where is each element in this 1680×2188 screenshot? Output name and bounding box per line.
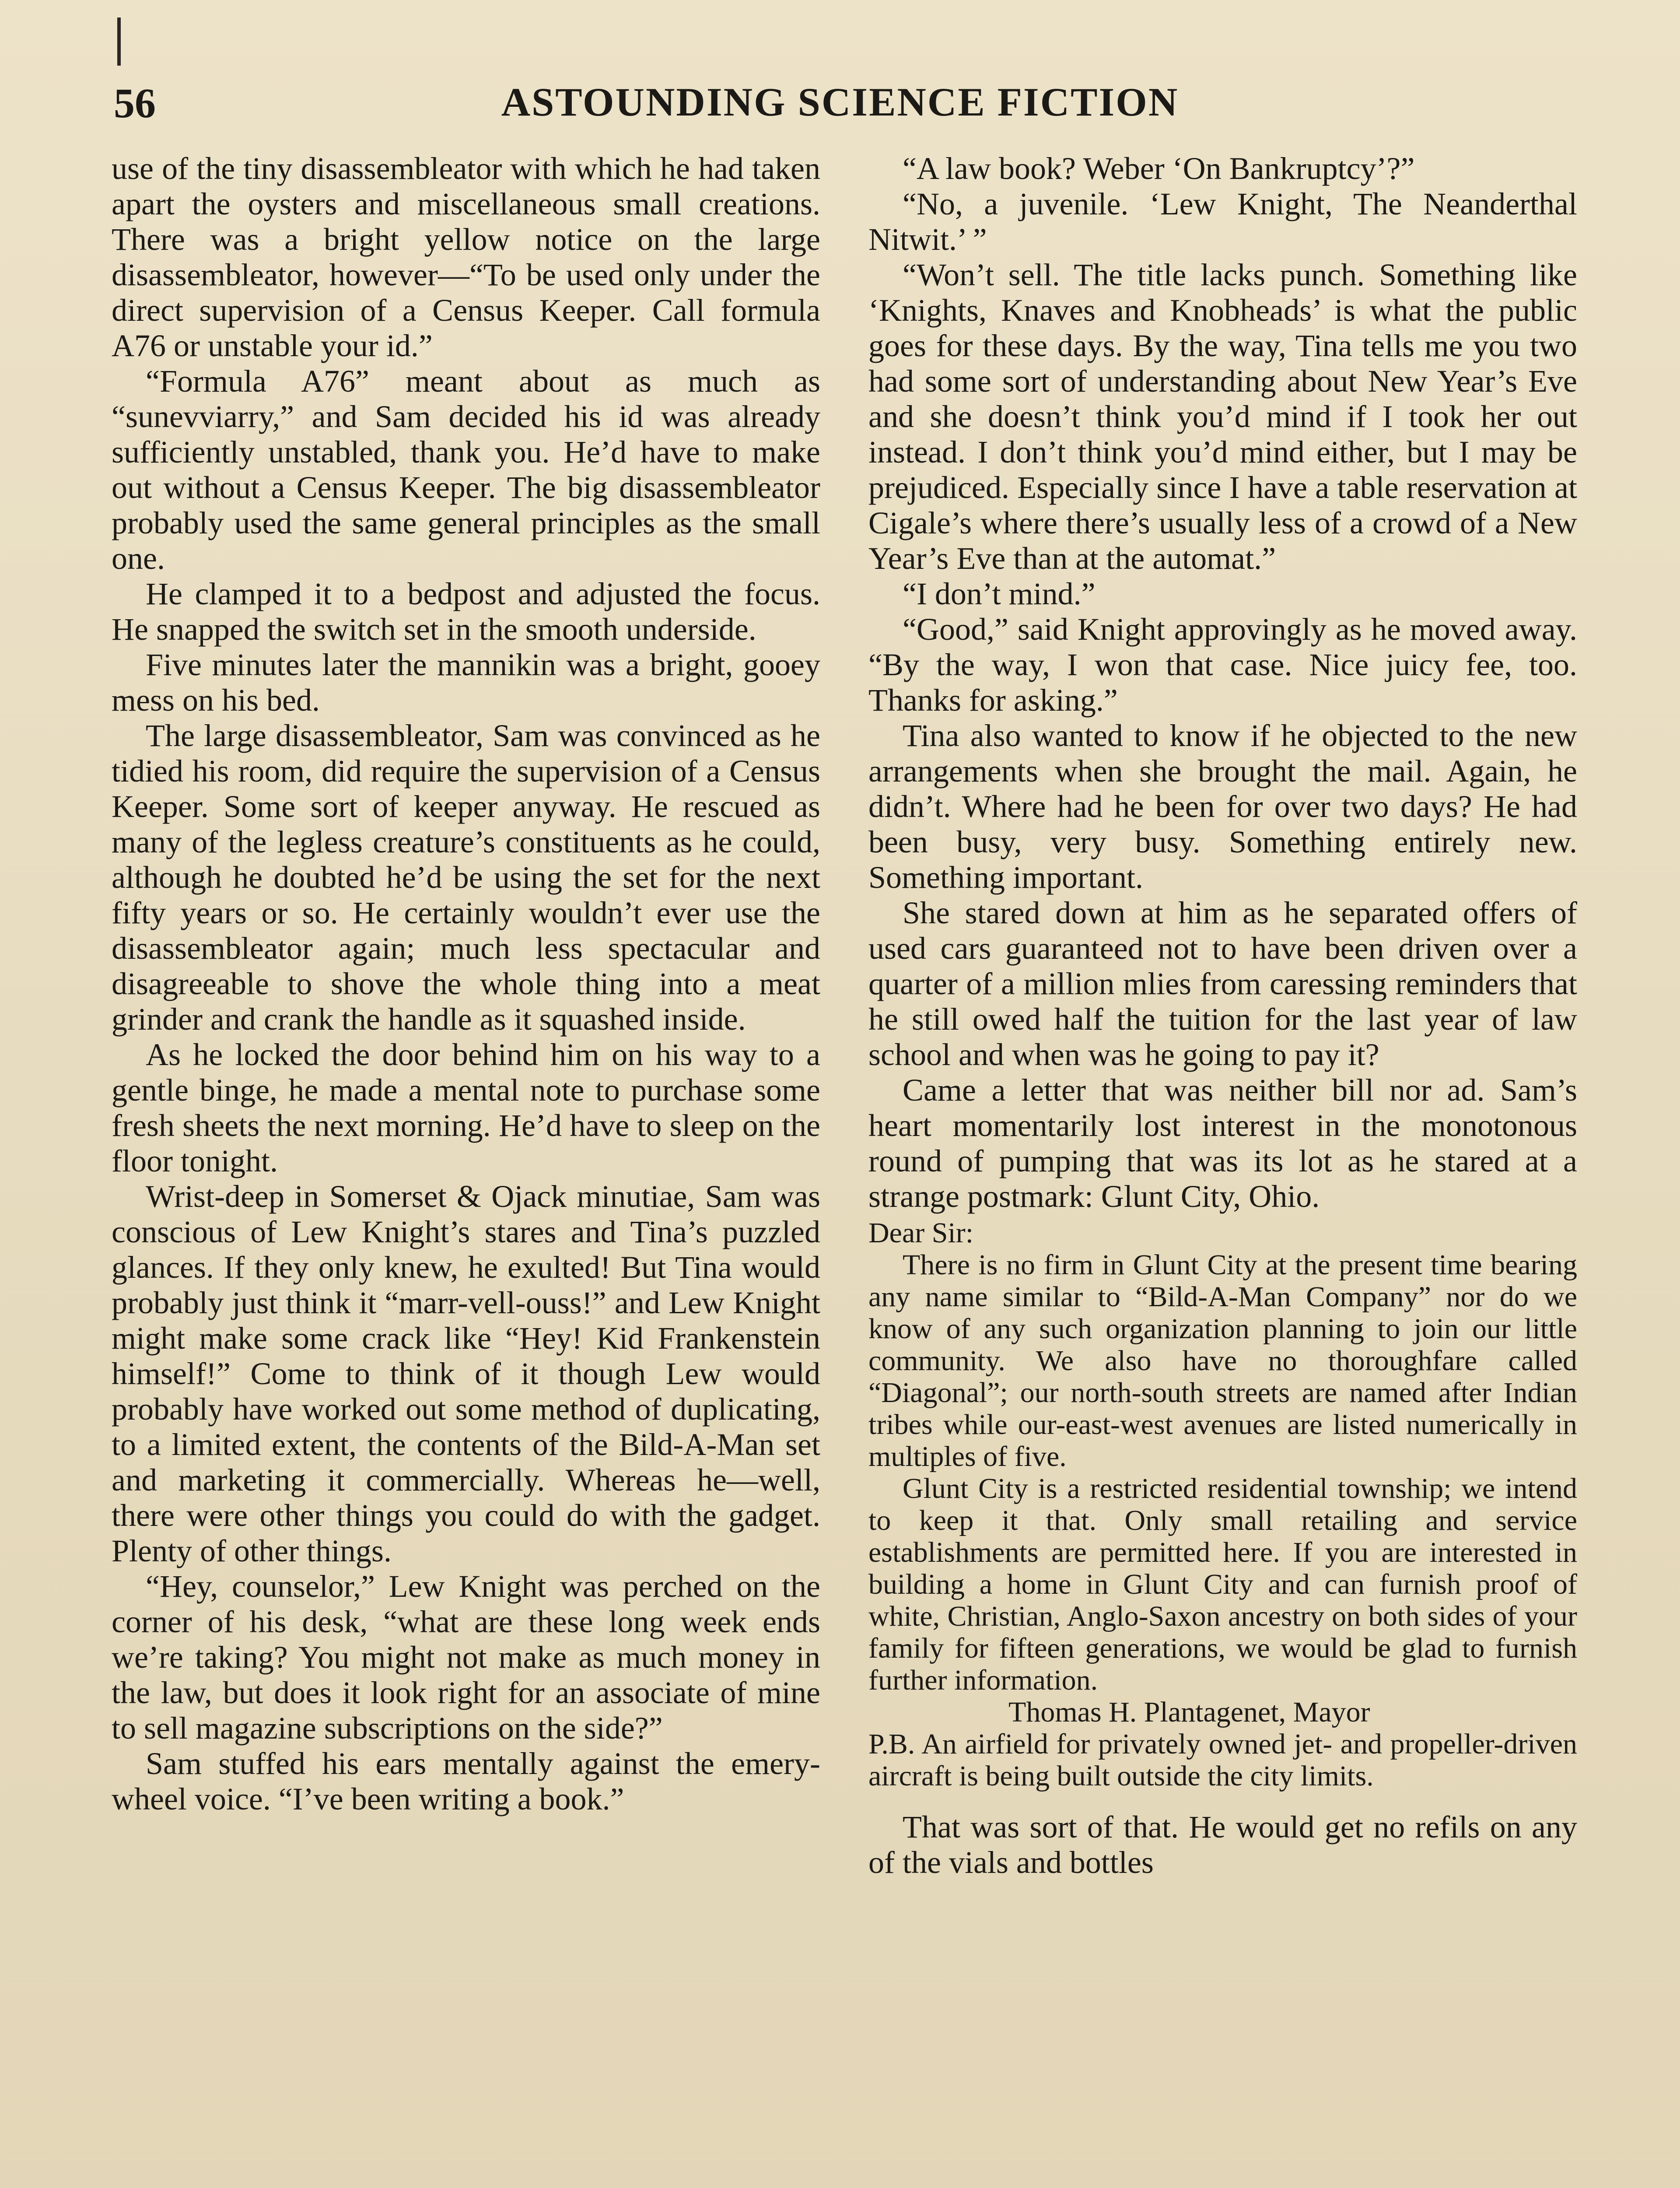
letter-paragraph: There is no firm in Glunt City at the present time bearing any name similar to “Bild-A-Man Company” nor do we know of any such organization planning to join our little community. We also have no thoroughfare called “Diagonal”; our north-south streets are named after Indian tribes while our-east-west avenues are listed numerically in multiples of five. — [868, 1249, 1577, 1473]
letter — [868, 1217, 1577, 1792]
paragraph: Tina also wanted to know if he objected to the new arrangements when she brought the mail. Again, he didn’t. Where had he been for over two days? He had been busy, very busy. Something entirely new. Something important. — [868, 718, 1577, 895]
paragraph: “Formula A76” meant about as much as “sunevviarry,” and Sam decided his id was already sufficiently unstabled, thank you. He’d have to make out without a Census Keeper. The big disassembleator probably used the same general principles as the small one. — [112, 364, 820, 576]
paragraph: Sam stuffed his ears mentally against the emery-wheel voice. “I’ve been writing a book.” — [112, 1746, 820, 1816]
page-number: 56 — [114, 80, 156, 126]
left-column — [112, 151, 820, 1817]
paragraph: He clamped it to a bedpost and adjusted the focus. He snapped the switch set in the smooth underside. — [112, 576, 820, 647]
paragraph: “I don’t mind.” — [903, 576, 1096, 611]
paragraph: Came a letter that was neither bill nor ad. Sam’s heart momentarily lost interest in the monotonous round of pumping that was its lot as he stared at a strange postmark: Glunt City, Ohio. — [868, 1073, 1577, 1214]
paragraph: “Good,” said Knight approvingly as he moved away. “By the way, I won that case. Nice juicy fee, too. Thanks for asking.” — [868, 612, 1577, 718]
paragraph: “Won’t sell. The title lacks punch. Something like ‘Knights, Knaves and Knobheads’ is what the public goes for these days. By the way, Tina tells me you two had some sort of understanding about New Year’s Eve and she doesn’t think you’d mind if I took her out instead. I don’t think you’d mind either, but I may be prejudiced. Especially since I have a table reservation at Cigale’s where there’s usually less of a crowd of a New Year’s Eve than at the automat.” — [868, 257, 1577, 576]
paragraph: As he locked the door behind him on his way to a gentle binge, he made a mental note to purchase some fresh sheets the next morning. He’d have to sleep on the floor tonight. — [112, 1037, 820, 1178]
letter-postscript: P.B. An airfield for privately owned jet- and propeller-driven aircraft is being built outside the city limits. — [868, 1728, 1577, 1792]
paragraph: “No, a juvenile. ‘Lew Knight, The Neanderthal Nitwit.’ ” — [868, 186, 1577, 257]
paragraph: use of the tiny disassembleator with which he had taken apart the oysters and miscellaneous small creations. There was a bright yellow notice on the large disassembleator, however—“To be used only under the direct supervision of a Census Keeper. Call formula A76 or unstable your id.” — [112, 151, 820, 363]
right-column — [868, 151, 1577, 1880]
page-header — [114, 79, 1566, 144]
paragraph: The large disassembleator, Sam was convinced as he tidied his room, did require the supervision of a Census Keeper. Some sort of keeper anyway. He rescued as many of the legless creature’s constituents as he could, although he doubted he’d be using the set for the next fifty years or so. He certainly wouldn’t ever use the disassembleator again; much less spectacular and disagreeable to shove the whole thing into a meat grinder and crank the handle as it squashed inside. — [112, 718, 820, 1037]
paragraph: She stared down at him as he separated offers of used cars guaranteed not to have been driven over a quarter of a million mlies from caressing reminders that he still owed half the tuition for the last year of law school and when was he going to pay it? — [868, 895, 1577, 1072]
closing-paragraph: That was sort of that. He would get no refils on any of the vials and bottles — [868, 1809, 1577, 1880]
letter-paragraph: Glunt City is a restricted residential township; we intend to keep it that. Only small retailing and service establishments are permitted here. If you are interested in building a home in Glunt City and can furnish proof of white, Christian, Anglo-Saxon ancestry on both sides of your family for fifteen generations, we would be glad to furnish further information. — [868, 1473, 1577, 1696]
letter-salutation: Dear Sir: — [868, 1217, 974, 1249]
running-title: ASTOUNDING SCIENCE FICTION — [501, 80, 1179, 124]
margin-mark — [117, 18, 121, 66]
paragraph: “A law book? Weber ‘On Bankruptcy’?” — [903, 151, 1415, 186]
paragraph: Five minutes later the mannikin was a bright, gooey mess on his bed. — [112, 647, 820, 718]
letter-signature: Thomas H. Plantagenet, Mayor — [1008, 1696, 1370, 1728]
paragraph: Wrist-deep in Somerset & Ojack minutiae, Sam was conscious of Lew Knight’s stares and Tina’s puzzled glances. If they only knew, he exulted! But Tina would probably just think it “marr-vell-ouss!” and Lew Knight might make some crack like “Hey! Kid Frankenstein himself!” Come to think of it though Lew would probably have worked out some method of duplicating, to a limited extent, the contents of the Bild-A-Man set and marketing it commercially. Whereas he—well, there were other things you could do with the gadget. Plenty of other things. — [112, 1179, 820, 1568]
paragraph: “Hey, counselor,” Lew Knight was perched on the corner of his desk, “what are these long week ends we’re taking? You might not make as much money in the law, but does it look right for an associate of mine to sell magazine subscriptions on the side?” — [112, 1569, 820, 1746]
